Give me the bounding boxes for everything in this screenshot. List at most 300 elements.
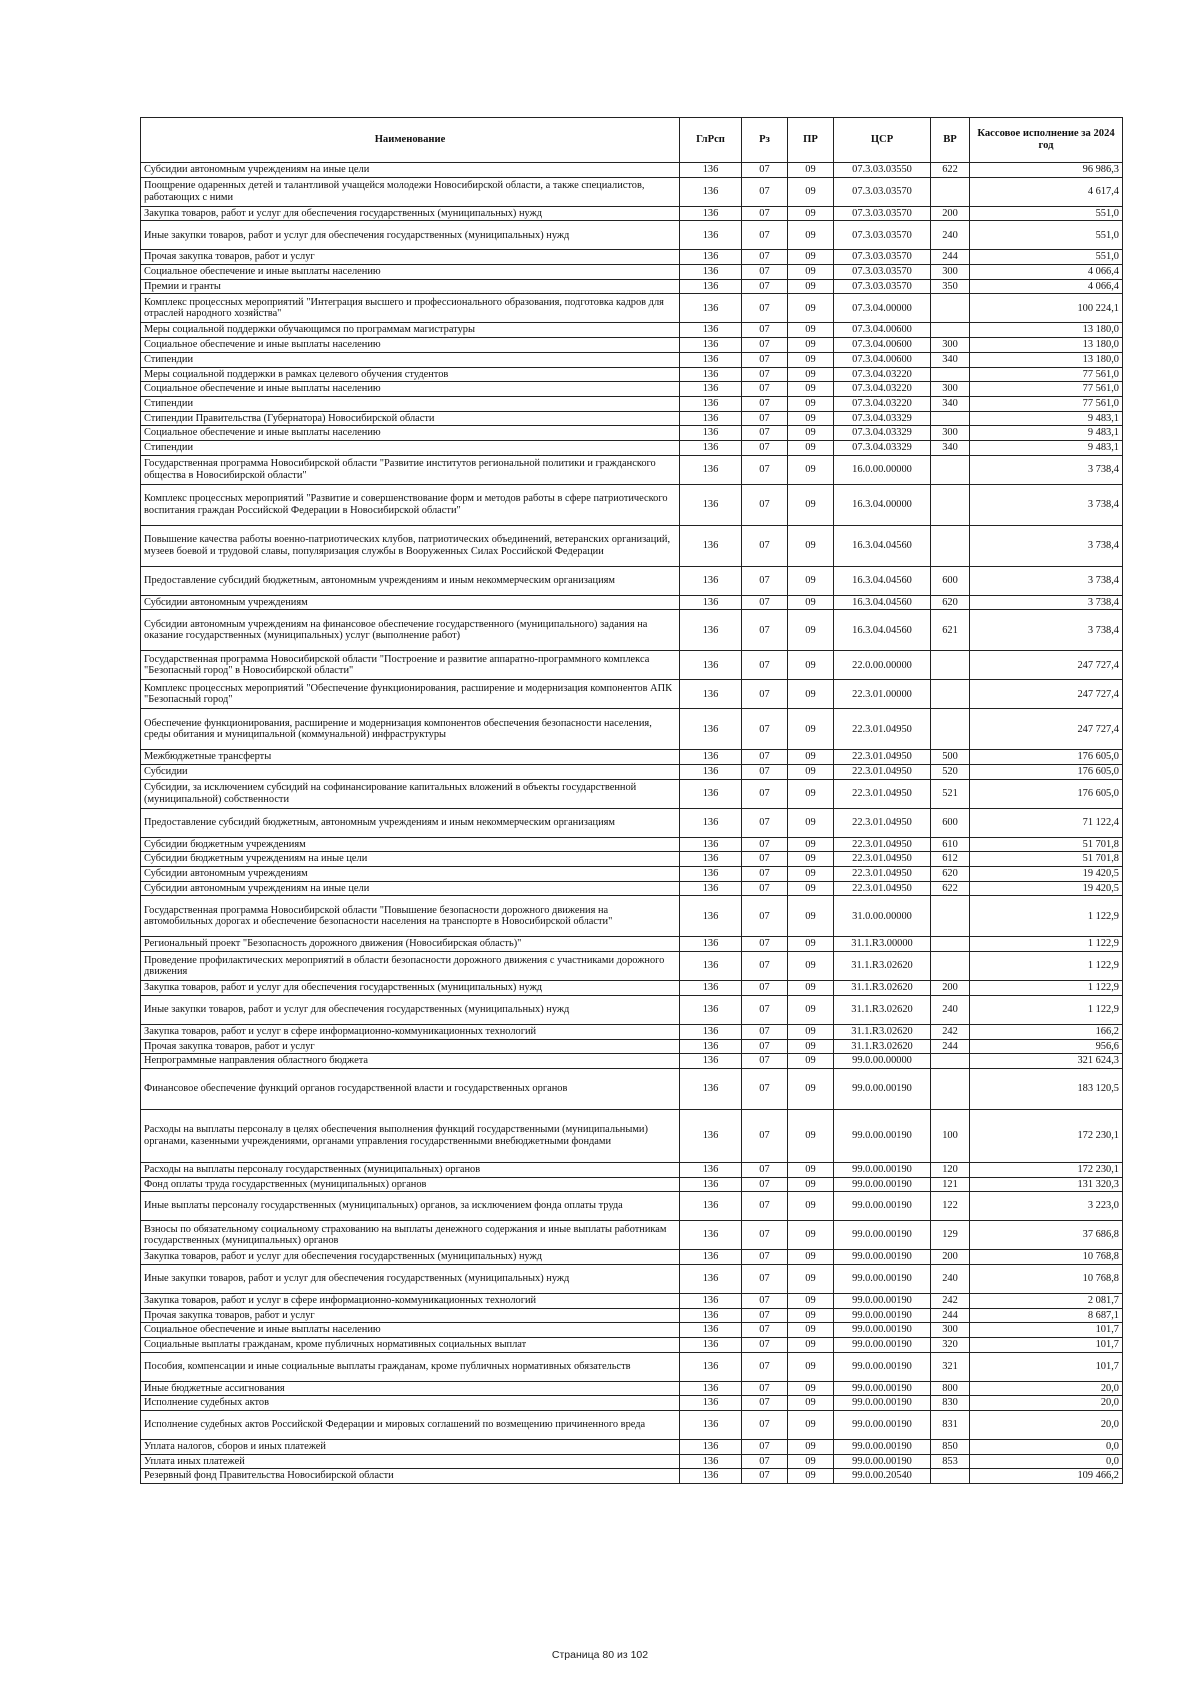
- table-row: [141, 177, 1123, 206]
- cell-name: Предоставление субсидий бюджетным, автономным учреждениям и иным некоммерческим организациям: [141, 808, 680, 837]
- cell-rz: 07: [742, 837, 788, 852]
- cell-sum: 551,0: [970, 250, 1123, 265]
- table-row: [141, 367, 1123, 382]
- cell-name: Прочая закупка товаров, работ и услуг: [141, 250, 680, 265]
- cell-sum: 956,6: [970, 1039, 1123, 1054]
- cell-csr: 07.3.04.03220: [834, 382, 931, 397]
- cell-pr: 09: [788, 1323, 834, 1338]
- table-row: [141, 279, 1123, 294]
- cell-csr: 07.3.04.00000: [834, 294, 931, 323]
- cell-vr: 122: [931, 1192, 970, 1221]
- cell-csr: 07.3.03.03570: [834, 177, 931, 206]
- cell-pr: 09: [788, 765, 834, 780]
- cell-name: Фонд оплаты труда государственных (муниципальных) органов: [141, 1177, 680, 1192]
- cell-csr: 07.3.04.03329: [834, 411, 931, 426]
- cell-csr: 07.3.04.03220: [834, 367, 931, 382]
- table-row: [141, 1411, 1123, 1440]
- table-row: [141, 1323, 1123, 1338]
- cell-name: Стипендии Правительства (Губернатора) Новосибирской области: [141, 411, 680, 426]
- cell-rz: 07: [742, 323, 788, 338]
- cell-grbs: 136: [680, 881, 742, 896]
- cell-name: Меры социальной поддержки в рамках целевого обучения студентов: [141, 367, 680, 382]
- cell-vr: [931, 1469, 970, 1484]
- cell-grbs: 136: [680, 411, 742, 426]
- cell-vr: 521: [931, 779, 970, 808]
- table-row: [141, 1308, 1123, 1323]
- cell-csr: 07.3.04.03329: [834, 440, 931, 455]
- cell-grbs: 136: [680, 680, 742, 709]
- cell-name: Закупка товаров, работ и услуг для обеспечения государственных (муниципальных) нужд: [141, 1250, 680, 1265]
- cell-sum: 101,7: [970, 1338, 1123, 1353]
- cell-pr: 09: [788, 808, 834, 837]
- cell-pr: 09: [788, 1308, 834, 1323]
- cell-sum: 100 224,1: [970, 294, 1123, 323]
- cell-sum: 13 180,0: [970, 323, 1123, 338]
- cell-csr: 99.0.00.00190: [834, 1068, 931, 1109]
- cell-sum: 247 727,4: [970, 651, 1123, 680]
- cell-vr: 300: [931, 382, 970, 397]
- cell-pr: 09: [788, 1338, 834, 1353]
- table-row: [141, 750, 1123, 765]
- cell-grbs: 136: [680, 1221, 742, 1250]
- cell-grbs: 136: [680, 250, 742, 265]
- cell-csr: 22.3.01.04950: [834, 881, 931, 896]
- cell-pr: 09: [788, 1221, 834, 1250]
- cell-rz: 07: [742, 206, 788, 221]
- cell-csr: 22.3.01.04950: [834, 709, 931, 750]
- cell-csr: 99.0.00.00190: [834, 1396, 931, 1411]
- cell-csr: 16.3.04.00000: [834, 484, 931, 525]
- table-row: [141, 981, 1123, 996]
- cell-pr: 09: [788, 709, 834, 750]
- cell-grbs: 136: [680, 484, 742, 525]
- table-row: [141, 1221, 1123, 1250]
- cell-grbs: 136: [680, 206, 742, 221]
- table-row: [141, 765, 1123, 780]
- cell-rz: 07: [742, 867, 788, 882]
- cell-pr: 09: [788, 1192, 834, 1221]
- cell-rz: 07: [742, 396, 788, 411]
- cell-sum: 19 420,5: [970, 867, 1123, 882]
- cell-name: Иные бюджетные ассигнования: [141, 1381, 680, 1396]
- cell-sum: 77 561,0: [970, 367, 1123, 382]
- cell-vr: 242: [931, 1293, 970, 1308]
- cell-grbs: 136: [680, 709, 742, 750]
- cell-vr: 800: [931, 1381, 970, 1396]
- cell-grbs: 136: [680, 896, 742, 937]
- cell-rz: 07: [742, 1162, 788, 1177]
- cell-csr: 99.0.00.00190: [834, 1323, 931, 1338]
- cell-vr: 240: [931, 1264, 970, 1293]
- cell-pr: 09: [788, 937, 834, 952]
- cell-sum: 2 081,7: [970, 1293, 1123, 1308]
- cell-rz: 07: [742, 279, 788, 294]
- table-row: [141, 651, 1123, 680]
- cell-csr: 22.3.01.04950: [834, 750, 931, 765]
- cell-vr: [931, 1068, 970, 1109]
- table-row: [141, 1293, 1123, 1308]
- cell-sum: 0,0: [970, 1440, 1123, 1455]
- cell-csr: 99.0.00.00190: [834, 1381, 931, 1396]
- table-row: [141, 1250, 1123, 1265]
- cell-csr: 22.3.01.04950: [834, 808, 931, 837]
- cell-name: Региональный проект "Безопасность дорожного движения (Новосибирская область)": [141, 937, 680, 952]
- cell-csr: 99.0.00.00190: [834, 1352, 931, 1381]
- cell-sum: 20,0: [970, 1411, 1123, 1440]
- cell-name: Комплекс процессных мероприятий "Обеспечение функционирования, расширение и модернизация компонентов АПК "Безопасный город": [141, 680, 680, 709]
- table-row: [141, 1352, 1123, 1381]
- cell-rz: 07: [742, 981, 788, 996]
- cell-vr: [931, 1054, 970, 1069]
- cell-csr: 99.0.00.00190: [834, 1308, 931, 1323]
- cell-name: Закупка товаров, работ и услуг для обеспечения государственных (муниципальных) нужд: [141, 206, 680, 221]
- cell-vr: [931, 952, 970, 981]
- table-row: [141, 937, 1123, 952]
- cell-vr: [931, 323, 970, 338]
- cell-csr: 22.3.01.04950: [834, 765, 931, 780]
- cell-grbs: 136: [680, 566, 742, 595]
- cell-name: Субсидии автономным учреждениям на иные цели: [141, 163, 680, 178]
- cell-rz: 07: [742, 1109, 788, 1162]
- header-rz: Рз: [742, 118, 788, 163]
- cell-pr: 09: [788, 680, 834, 709]
- cell-grbs: 136: [680, 279, 742, 294]
- cell-sum: 101,7: [970, 1323, 1123, 1338]
- table-row: [141, 396, 1123, 411]
- cell-rz: 07: [742, 1352, 788, 1381]
- cell-pr: 09: [788, 163, 834, 178]
- cell-vr: 120: [931, 1162, 970, 1177]
- cell-name: Пособия, компенсации и иные социальные выплаты гражданам, кроме публичных нормативных обязательств: [141, 1352, 680, 1381]
- cell-grbs: 136: [680, 1381, 742, 1396]
- cell-grbs: 136: [680, 338, 742, 353]
- cell-rz: 07: [742, 995, 788, 1024]
- cell-pr: 09: [788, 338, 834, 353]
- table-row: [141, 206, 1123, 221]
- cell-rz: 07: [742, 250, 788, 265]
- page-number: Страница 80 из 102: [551, 1649, 649, 1661]
- cell-sum: 176 605,0: [970, 765, 1123, 780]
- cell-name: Меры социальной поддержки обучающимся по программам магистратуры: [141, 323, 680, 338]
- cell-vr: 622: [931, 881, 970, 896]
- table-row: [141, 525, 1123, 566]
- cell-pr: 09: [788, 265, 834, 280]
- cell-name: Исполнение судебных актов: [141, 1396, 680, 1411]
- table-row: [141, 1109, 1123, 1162]
- cell-name: Субсидии автономным учреждениям на финансовое обеспечение государственного (муниципального) задания на оказание государственных (муниципальных) услуг (выполнение работ): [141, 610, 680, 651]
- cell-sum: 0,0: [970, 1454, 1123, 1469]
- cell-pr: 09: [788, 1454, 834, 1469]
- table-row: [141, 1068, 1123, 1109]
- cell-rz: 07: [742, 709, 788, 750]
- cell-grbs: 136: [680, 163, 742, 178]
- table-body: [141, 163, 1123, 1484]
- cell-sum: 4 066,4: [970, 279, 1123, 294]
- cell-sum: 3 738,4: [970, 484, 1123, 525]
- cell-vr: [931, 484, 970, 525]
- cell-name: Субсидии автономным учреждениям на иные цели: [141, 881, 680, 896]
- cell-rz: 07: [742, 1381, 788, 1396]
- table-row: [141, 1039, 1123, 1054]
- cell-name: Стипендии: [141, 396, 680, 411]
- cell-vr: [931, 525, 970, 566]
- cell-grbs: 136: [680, 1440, 742, 1455]
- cell-grbs: 136: [680, 595, 742, 610]
- cell-rz: 07: [742, 1338, 788, 1353]
- cell-pr: 09: [788, 1162, 834, 1177]
- cell-vr: 340: [931, 396, 970, 411]
- cell-sum: 247 727,4: [970, 709, 1123, 750]
- cell-csr: 07.3.04.03329: [834, 426, 931, 441]
- cell-grbs: 136: [680, 1323, 742, 1338]
- cell-grbs: 136: [680, 265, 742, 280]
- cell-grbs: 136: [680, 177, 742, 206]
- cell-rz: 07: [742, 1411, 788, 1440]
- cell-pr: 09: [788, 1440, 834, 1455]
- cell-csr: 16.3.04.04560: [834, 595, 931, 610]
- table-row: [141, 1162, 1123, 1177]
- cell-csr: 07.3.04.00600: [834, 323, 931, 338]
- table-row: [141, 221, 1123, 250]
- cell-vr: 320: [931, 1338, 970, 1353]
- cell-pr: 09: [788, 1381, 834, 1396]
- cell-rz: 07: [742, 779, 788, 808]
- cell-rz: 07: [742, 881, 788, 896]
- cell-grbs: 136: [680, 323, 742, 338]
- cell-name: Иные закупки товаров, работ и услуг для обеспечения государственных (муниципальных) нужд: [141, 995, 680, 1024]
- cell-pr: 09: [788, 221, 834, 250]
- cell-csr: 99.0.00.00190: [834, 1411, 931, 1440]
- table-row: [141, 595, 1123, 610]
- cell-pr: 09: [788, 750, 834, 765]
- cell-name: Расходы на выплаты персоналу в целях обеспечения выполнения функций государственными (муниципальными) органами, казенными учреждениями, органами управления государственными внебюджетными фондами: [141, 1109, 680, 1162]
- cell-pr: 09: [788, 382, 834, 397]
- cell-sum: 19 420,5: [970, 881, 1123, 896]
- cell-pr: 09: [788, 1068, 834, 1109]
- cell-csr: 22.3.01.04950: [834, 867, 931, 882]
- cell-sum: 1 122,9: [970, 896, 1123, 937]
- cell-name: Иные закупки товаров, работ и услуг для обеспечения государственных (муниципальных) нужд: [141, 1264, 680, 1293]
- cell-vr: 600: [931, 566, 970, 595]
- cell-sum: 172 230,1: [970, 1109, 1123, 1162]
- cell-pr: 09: [788, 367, 834, 382]
- cell-grbs: 136: [680, 1308, 742, 1323]
- table-row: [141, 338, 1123, 353]
- table-row: [141, 808, 1123, 837]
- cell-name: Поощрение одаренных детей и талантливой учащейся молодежи Новосибирской области, а также специалистов, работающих с ними: [141, 177, 680, 206]
- cell-csr: 99.0.00.00190: [834, 1454, 931, 1469]
- cell-rz: 07: [742, 338, 788, 353]
- header-row: [141, 118, 1123, 163]
- table-row: [141, 1054, 1123, 1069]
- cell-pr: 09: [788, 1024, 834, 1039]
- table-row: [141, 294, 1123, 323]
- cell-csr: 22.0.00.00000: [834, 651, 931, 680]
- cell-vr: [931, 937, 970, 952]
- cell-csr: 99.0.00.00190: [834, 1221, 931, 1250]
- cell-vr: 200: [931, 1250, 970, 1265]
- cell-vr: 610: [931, 837, 970, 852]
- cell-vr: [931, 411, 970, 426]
- cell-pr: 09: [788, 1469, 834, 1484]
- cell-grbs: 136: [680, 1039, 742, 1054]
- cell-pr: 09: [788, 250, 834, 265]
- cell-name: Субсидии: [141, 765, 680, 780]
- cell-name: Проведение профилактических мероприятий в области безопасности дорожного движения с участниками дорожного движения: [141, 952, 680, 981]
- cell-rz: 07: [742, 426, 788, 441]
- table-row: [141, 411, 1123, 426]
- cell-rz: 07: [742, 1177, 788, 1192]
- cell-sum: 10 768,8: [970, 1250, 1123, 1265]
- table-row: [141, 896, 1123, 937]
- cell-csr: 99.0.00.00190: [834, 1440, 931, 1455]
- cell-name: Комплекс процессных мероприятий "Развитие и совершенствование форм и методов работы в сфере патриотического воспитания граждан Российской Федерации в Новосибирской области": [141, 484, 680, 525]
- cell-csr: 99.0.00.00190: [834, 1338, 931, 1353]
- cell-sum: 9 483,1: [970, 440, 1123, 455]
- cell-name: Резервный фонд Правительства Новосибирской области: [141, 1469, 680, 1484]
- table-row: [141, 1454, 1123, 1469]
- cell-grbs: 136: [680, 1054, 742, 1069]
- header-csr: ЦСР: [834, 118, 931, 163]
- cell-name: Финансовое обеспечение функций органов государственной власти и государственных органов: [141, 1068, 680, 1109]
- cell-csr: 31.0.00.00000: [834, 896, 931, 937]
- cell-vr: 121: [931, 1177, 970, 1192]
- cell-grbs: 136: [680, 1411, 742, 1440]
- cell-sum: 183 120,5: [970, 1068, 1123, 1109]
- cell-name: Субсидии автономным учреждениям: [141, 595, 680, 610]
- cell-pr: 09: [788, 525, 834, 566]
- table-row: [141, 1440, 1123, 1455]
- cell-pr: 09: [788, 981, 834, 996]
- cell-pr: 09: [788, 995, 834, 1024]
- cell-grbs: 136: [680, 1177, 742, 1192]
- cell-vr: 831: [931, 1411, 970, 1440]
- cell-name: Уплата налогов, сборов и иных платежей: [141, 1440, 680, 1455]
- cell-name: Повышение качества работы военно-патриотических клубов, патриотических объединений, ветеранских организаций, музеев боевой и трудовой славы, популяризация службы в Вооруженных Силах Российской Федерации: [141, 525, 680, 566]
- cell-pr: 09: [788, 881, 834, 896]
- cell-vr: [931, 709, 970, 750]
- cell-grbs: 136: [680, 367, 742, 382]
- cell-sum: 176 605,0: [970, 779, 1123, 808]
- cell-rz: 07: [742, 484, 788, 525]
- table-row: [141, 779, 1123, 808]
- cell-name: Взносы по обязательному социальному страхованию на выплаты денежного содержания и иные выплаты работникам государственных (муниципальных) органов: [141, 1221, 680, 1250]
- cell-rz: 07: [742, 177, 788, 206]
- cell-rz: 07: [742, 1054, 788, 1069]
- cell-rz: 07: [742, 651, 788, 680]
- cell-csr: 16.3.04.04560: [834, 566, 931, 595]
- cell-rz: 07: [742, 382, 788, 397]
- cell-grbs: 136: [680, 1454, 742, 1469]
- header-name: Наименование: [141, 118, 680, 163]
- cell-rz: 07: [742, 1221, 788, 1250]
- cell-sum: 1 122,9: [970, 995, 1123, 1024]
- cell-vr: 500: [931, 750, 970, 765]
- cell-sum: 71 122,4: [970, 808, 1123, 837]
- cell-name: Закупка товаров, работ и услуг в сфере информационно-коммуникационных технологий: [141, 1293, 680, 1308]
- cell-grbs: 136: [680, 455, 742, 484]
- cell-vr: 300: [931, 338, 970, 353]
- cell-vr: 200: [931, 981, 970, 996]
- cell-vr: 300: [931, 426, 970, 441]
- cell-pr: 09: [788, 411, 834, 426]
- cell-pr: 09: [788, 426, 834, 441]
- cell-rz: 07: [742, 163, 788, 178]
- cell-sum: 551,0: [970, 206, 1123, 221]
- cell-rz: 07: [742, 265, 788, 280]
- cell-name: Иные выплаты персоналу государственных (муниципальных) органов, за исключением фонда оплаты труда: [141, 1192, 680, 1221]
- cell-csr: 31.1.R3.02620: [834, 1024, 931, 1039]
- cell-sum: 20,0: [970, 1381, 1123, 1396]
- table-row: [141, 1381, 1123, 1396]
- cell-sum: 20,0: [970, 1396, 1123, 1411]
- cell-name: Комплекс процессных мероприятий "Интеграция высшего и профессионального образования, подготовка кадров для отраслей народного хозяйства": [141, 294, 680, 323]
- cell-vr: 340: [931, 352, 970, 367]
- cell-pr: 09: [788, 1250, 834, 1265]
- cell-csr: 07.3.03.03570: [834, 279, 931, 294]
- cell-pr: 09: [788, 1109, 834, 1162]
- cell-csr: 16.0.00.00000: [834, 455, 931, 484]
- cell-rz: 07: [742, 896, 788, 937]
- cell-grbs: 136: [680, 426, 742, 441]
- cell-grbs: 136: [680, 1068, 742, 1109]
- cell-csr: 07.3.04.00600: [834, 352, 931, 367]
- table-row: [141, 265, 1123, 280]
- cell-csr: 99.0.00.00190: [834, 1109, 931, 1162]
- cell-grbs: 136: [680, 995, 742, 1024]
- cell-name: Межбюджетные трансферты: [141, 750, 680, 765]
- cell-vr: 244: [931, 250, 970, 265]
- cell-rz: 07: [742, 1039, 788, 1054]
- cell-rz: 07: [742, 294, 788, 323]
- cell-pr: 09: [788, 1411, 834, 1440]
- cell-name: Закупка товаров, работ и услуг в сфере информационно-коммуникационных технологий: [141, 1024, 680, 1039]
- cell-grbs: 136: [680, 937, 742, 952]
- cell-name: Государственная программа Новосибирской области "Развитие институтов региональной политики и гражданского общества в Новосибирской области": [141, 455, 680, 484]
- cell-name: Субсидии бюджетным учреждениям на иные цели: [141, 852, 680, 867]
- cell-rz: 07: [742, 1440, 788, 1455]
- cell-csr: 31.1.R3.00000: [834, 937, 931, 952]
- cell-vr: [931, 367, 970, 382]
- table-row: [141, 610, 1123, 651]
- table-row: [141, 867, 1123, 882]
- cell-sum: 51 701,8: [970, 837, 1123, 852]
- cell-vr: 129: [931, 1221, 970, 1250]
- cell-rz: 07: [742, 1264, 788, 1293]
- cell-grbs: 136: [680, 651, 742, 680]
- cell-name: Государственная программа Новосибирской области "Построение и развитие аппаратно-программного комплекса "Безопасный город" в Новосибирской области": [141, 651, 680, 680]
- table-row: [141, 837, 1123, 852]
- cell-sum: 3 223,0: [970, 1192, 1123, 1221]
- cell-pr: 09: [788, 1352, 834, 1381]
- cell-csr: 22.3.01.00000: [834, 680, 931, 709]
- cell-sum: 3 738,4: [970, 455, 1123, 484]
- cell-sum: 3 738,4: [970, 525, 1123, 566]
- cell-csr: 99.0.00.00190: [834, 1192, 931, 1221]
- cell-csr: 07.3.03.03570: [834, 221, 931, 250]
- cell-sum: 166,2: [970, 1024, 1123, 1039]
- cell-csr: 07.3.04.00600: [834, 338, 931, 353]
- cell-sum: 3 738,4: [970, 610, 1123, 651]
- cell-sum: 96 986,3: [970, 163, 1123, 178]
- cell-grbs: 136: [680, 1162, 742, 1177]
- cell-rz: 07: [742, 1323, 788, 1338]
- cell-rz: 07: [742, 750, 788, 765]
- cell-rz: 07: [742, 680, 788, 709]
- cell-grbs: 136: [680, 1264, 742, 1293]
- cell-sum: 109 466,2: [970, 1469, 1123, 1484]
- cell-pr: 09: [788, 206, 834, 221]
